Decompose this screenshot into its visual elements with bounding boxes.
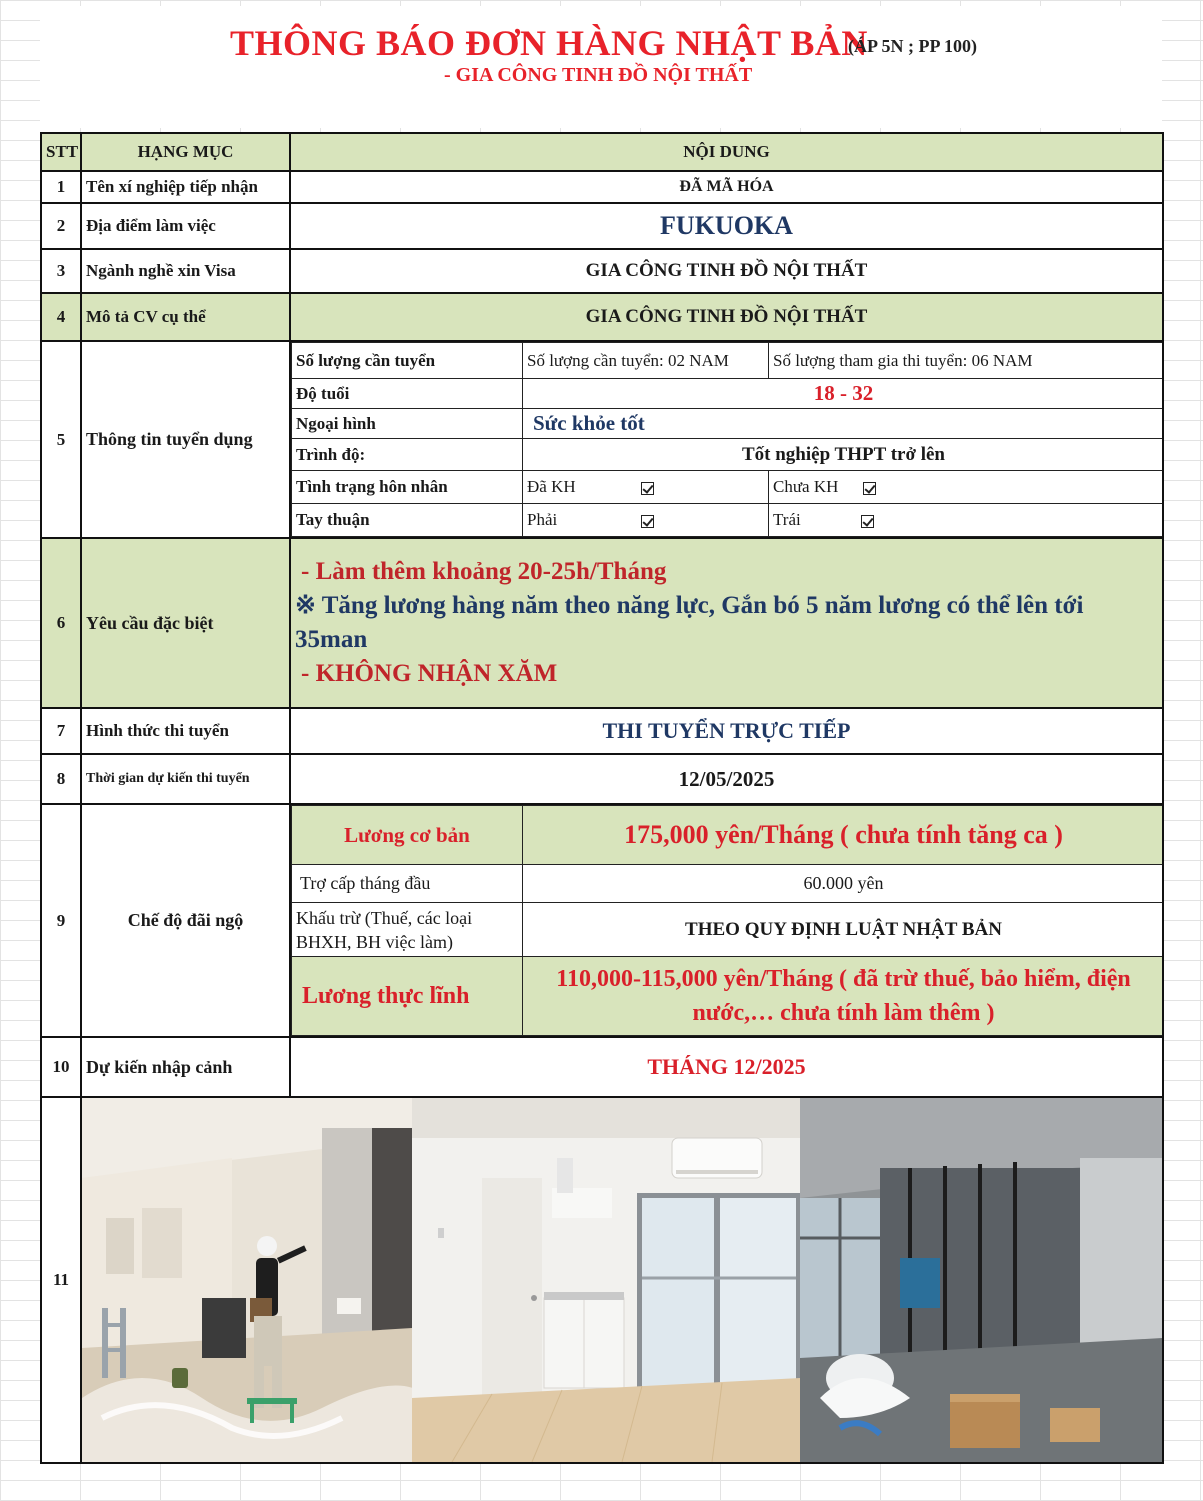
age-row (292, 379, 1164, 409)
row-label: Chế độ đãi ngộ (81, 804, 290, 1037)
table-row (41, 171, 1163, 203)
row-label: Ngành nghề xin Visa (81, 249, 290, 293)
row-stt: 3 (41, 249, 81, 293)
row-label: Thời gian dự kiến thi tuyển (81, 754, 290, 804)
row-stt: 1 (41, 171, 81, 203)
age-label: Độ tuổi (292, 379, 523, 409)
row-stt: 9 (41, 804, 81, 1037)
row-stt: 2 (41, 203, 81, 249)
visa-job-value: GIA CÔNG TINH ĐỒ NỘI THẤT (290, 249, 1163, 293)
marital-married-checkbox[interactable] (641, 482, 654, 495)
title-note: (ÁP 5N ; PP 100) (848, 36, 977, 56)
photo-worker-renovation (82, 1098, 412, 1462)
recruitment-info-cell (290, 341, 1163, 538)
header-content: NỘI DUNG (290, 133, 1163, 171)
hand-right-cell (523, 504, 769, 537)
row-stt: 8 (41, 754, 81, 804)
marital-married-cell (523, 471, 769, 504)
special-requirements (290, 538, 1163, 708)
header-stt: STT (41, 133, 81, 171)
hand-right-label: Phải (527, 510, 558, 529)
row-label: Dự kiến nhập cảnh (81, 1037, 290, 1097)
age-value: 18 - 32 (523, 379, 1164, 409)
net-salary-value: 110,000-115,000 yên/Tháng ( đã trừ thuế, bảo hiểm, điện nước,… chưa tính làm thêm ) (523, 957, 1164, 1036)
hand-left-checkbox[interactable] (861, 515, 874, 528)
allowance-row (292, 865, 1164, 903)
row-label: Địa điểm làm việc (81, 203, 290, 249)
page-subtitle: - GIA CÔNG TINH ĐỒ NỘI THẤT (444, 64, 753, 86)
marital-label: Tình trạng hôn nhân (292, 471, 523, 504)
hand-left-cell (769, 504, 1164, 537)
row-label: Thông tin tuyển dụng (81, 341, 290, 538)
net-salary-label: Lương thực lĩnh (292, 957, 523, 1036)
row-label: Tên xí nghiệp tiếp nhận (81, 171, 290, 203)
marital-single-label: Chưa KH (773, 477, 839, 496)
allowance-label: Trợ cấp tháng đầu (292, 865, 523, 903)
education-label: Trình độ: (292, 439, 523, 471)
quantity-row (292, 343, 1164, 379)
table-row (41, 203, 1163, 249)
hand-left-label: Trái (773, 510, 801, 529)
row-stt: 6 (41, 538, 81, 708)
recruitment-info-table (291, 342, 1163, 537)
row-stt: 4 (41, 293, 81, 341)
table-header-row (41, 133, 1163, 171)
marital-single-checkbox[interactable] (863, 482, 876, 495)
benefits-table (291, 805, 1163, 1036)
row-label: Mô tả CV cụ thể (81, 293, 290, 341)
deduction-row (292, 903, 1164, 957)
header (40, 6, 1162, 128)
table-row (41, 538, 1163, 708)
row-stt: 5 (41, 341, 81, 538)
table-row (41, 708, 1163, 754)
quantity-label: Số lượng cần tuyển (292, 343, 523, 379)
base-salary-row (292, 806, 1164, 865)
page-title: THÔNG BÁO ĐƠN HÀNG NHẬT BẢN (230, 23, 868, 63)
marital-married-label: Đã KH (527, 477, 576, 496)
hand-row (292, 504, 1164, 537)
table-row (41, 249, 1163, 293)
quantity-exam: Số lượng tham gia thi tuyển: 06 NAM (769, 343, 1164, 379)
special-line-raise: ※ Tăng lương hàng năm theo năng lực, Gắn bó 5 năm lương có thể lên tới 35man (295, 592, 1084, 653)
exam-method-value: THI TUYỂN TRỰC TIẾP (290, 708, 1163, 754)
table-row (41, 1037, 1163, 1097)
header-category: HẠNG MỤC (81, 133, 290, 171)
photo-apartment-kitchen (412, 1098, 799, 1462)
appearance-row (292, 409, 1164, 439)
photo-office-room (800, 1098, 1162, 1462)
education-row (292, 439, 1164, 471)
exam-date-value: 12/05/2025 (290, 754, 1163, 804)
table-row (41, 341, 1163, 538)
row-stt: 7 (41, 708, 81, 754)
table-row (41, 293, 1163, 341)
benefits-cell (290, 804, 1163, 1037)
net-salary-row (292, 957, 1164, 1036)
deduction-label: Khấu trừ (Thuế, các loại BHXH, BH việc làm) (292, 903, 523, 957)
photo-strip (82, 1098, 1162, 1462)
hand-right-checkbox[interactable] (641, 515, 654, 528)
base-salary-value: 175,000 yên/Tháng ( chưa tính tăng ca ) (523, 806, 1164, 865)
table-row (41, 754, 1163, 804)
job-description-value: GIA CÔNG TINH ĐỒ NỘI THẤT (290, 293, 1163, 341)
row-stt: 10 (41, 1037, 81, 1097)
order-table (40, 132, 1164, 1464)
allowance-value: 60.000 yên (523, 865, 1164, 903)
appearance-value: Sức khỏe tốt (523, 409, 1164, 439)
base-salary-label: Lương cơ bản (292, 806, 523, 865)
row-stt: 11 (41, 1097, 81, 1463)
deduction-value: THEO QUY ĐỊNH LUẬT NHẬT BẢN (523, 903, 1164, 957)
photos-cell (81, 1097, 1163, 1463)
hand-label: Tay thuận (292, 504, 523, 537)
marital-single-cell (769, 471, 1164, 504)
row-label: Yêu cầu đặc biệt (81, 538, 290, 708)
table-row (41, 1097, 1163, 1463)
entry-date-value: THÁNG 12/2025 (290, 1037, 1163, 1097)
appearance-label: Ngoại hình (292, 409, 523, 439)
location-value: FUKUOKA (290, 203, 1163, 249)
quantity-need: Số lượng cần tuyển: 02 NAM (523, 343, 769, 379)
special-line-tattoo: - KHÔNG NHẬN XĂM (301, 660, 558, 687)
row-label: Hình thức thi tuyển (81, 708, 290, 754)
table-row (41, 804, 1163, 1037)
education-value: Tốt nghiệp THPT trở lên (523, 439, 1164, 471)
company-value: ĐÃ MÃ HÓA (290, 171, 1163, 203)
special-line-overtime: - Làm thêm khoảng 20-25h/Tháng (301, 558, 667, 585)
marital-row (292, 471, 1164, 504)
